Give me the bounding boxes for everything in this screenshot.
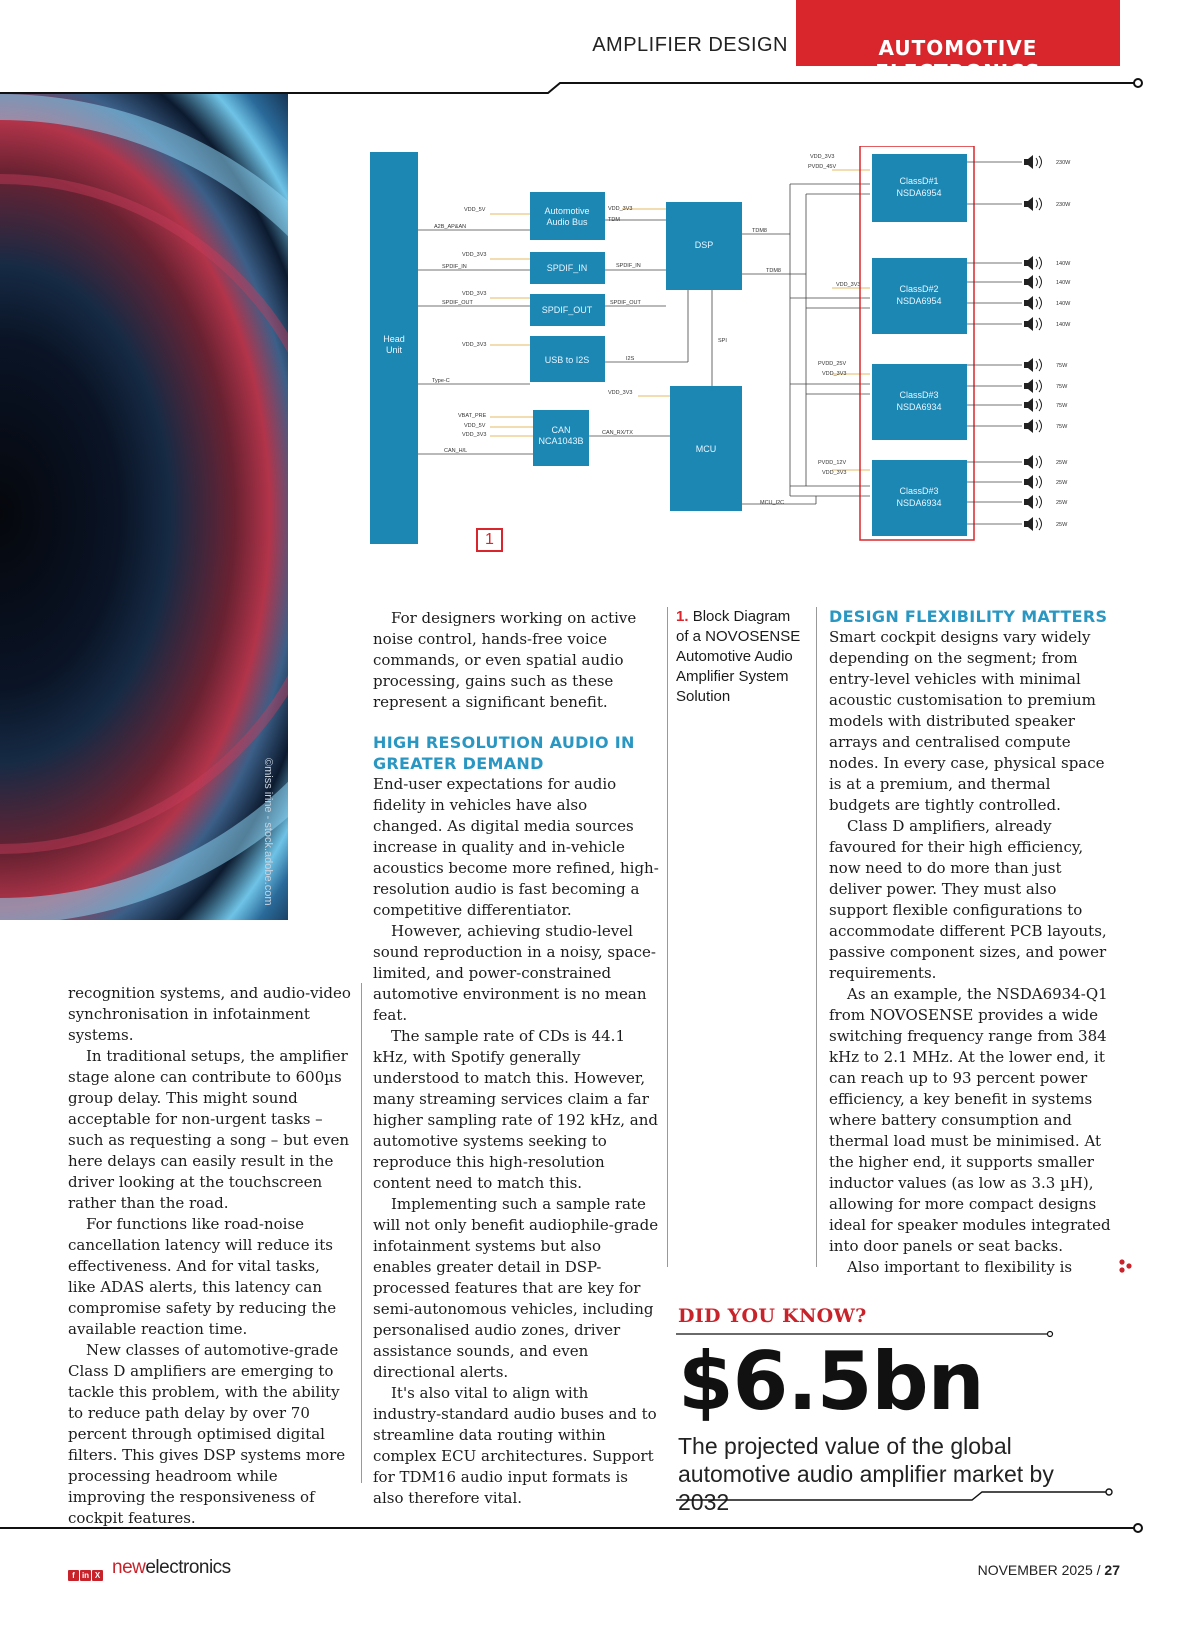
sig-canrxtx: CAN_RX/TX	[602, 430, 633, 436]
column-1	[68, 983, 351, 1529]
facebook-icon[interactable]: f	[68, 1570, 79, 1581]
speaker-watt-label: 75W	[1056, 363, 1068, 369]
sig-vdd3v3-c: VDD_3V3	[462, 342, 487, 348]
classd1-label-1: ClassD#1	[899, 176, 939, 186]
col1-paragraph: For functions like road-noise cancellation latency will reduce its effectiveness. And for vital tasks, like ADAS alerts, this latency can compromise safety by reducing the available reaction time.	[68, 1215, 337, 1338]
did-you-know-title: DID YOU KNOW?	[678, 1305, 867, 1327]
col4-paragraph: Smart cockpit designs vary widely depending on the segment; from entry-level vehicles with minimal acoustic customisation to premium models with distributed speaker arrays and centralised compute nodes. In every case, physical space is at a premium, and thermal budgets are tightly controlled.	[829, 628, 1105, 814]
sound-wave-icon	[1036, 399, 1042, 411]
column-divider	[667, 607, 668, 1267]
col2-paragraph: End-user expectations for audio fidelity in vehicles have also changed. As digital media sources increase in quality and in-vehicle acoustics become more refined, high-resolution audio is fast becoming a competitive differentiator.	[373, 775, 659, 919]
speaker-watt-label: 140W	[1056, 322, 1071, 328]
sig-a2b: A2B_AP&AN	[434, 224, 467, 230]
sig-vdd3v3-mcu: VDD_3V3	[608, 390, 633, 396]
audio-bus-label-1: Automotive	[544, 206, 590, 216]
sig-vdd3v3-can: VDD_3V3	[462, 432, 487, 438]
col4-heading: DESIGN FLEXIBILITY MATTERS	[829, 607, 1108, 626]
sig-vdd3v3-dsp: VDD_3V3	[608, 206, 633, 212]
speaker-watt-label: 75W	[1056, 384, 1068, 390]
sound-wave-icon	[1036, 297, 1042, 309]
col1-paragraph: New classes of automotive-grade Class D amplifiers are emerging to tackle this problem, with the ability to reduce path delay by over 70 percent through optimised digital filters. This gives DSP systems more processing headroom while improving the responsiveness of cockpit features.	[68, 1341, 346, 1527]
col4-paragraph: Class D amplifiers, already favoured for their high efficiency, now need to do more than just deliver power. They must also support flexible configurations to accommodate different PCB layouts, passive component sizes, and power requirements.	[829, 817, 1107, 982]
speaker-watt-label: 140W	[1056, 280, 1071, 286]
col2-paragraph: The sample rate of CDs is 44.1 kHz, with Spotify generally understood to match this. However, many streaming services claim a far higher sampling rate of 192 kHz, and automotive systems seeking to reproduce this high-resolution content need to match this.	[373, 1027, 658, 1192]
sig-pvdd12: PVDD_12V	[818, 460, 847, 466]
speaker-icon	[1024, 495, 1033, 509]
photo-credit: ©miss irine - stock.adobe.com	[262, 758, 274, 906]
sig-vdd3v3-cd4: VDD_3V3	[822, 470, 847, 476]
caption-text: Block Diagram of a NOVOSENSE Automotive Audio Amplifier System Solution	[676, 608, 801, 705]
issue-date: NOVEMBER 2025	[977, 1562, 1093, 1578]
col1-paragraph: In traditional setups, the amplifier stage alone can contribute to 600µs group delay. This might sound acceptable for non-urgent tasks – such as requesting a song – but even here delays can easily result in the driver looking at the touchscreen rather than the road.	[68, 1047, 350, 1212]
sound-wave-icon	[1036, 518, 1042, 530]
col2-paragraph: However, achieving studio-level sound reproduction in a noisy, space-limited, and power-constrained automotive environment is no mean feat.	[373, 922, 656, 1024]
classd2-label-2: NSDA6954	[896, 296, 942, 306]
speaker-watt-label: 230W	[1056, 202, 1071, 208]
col4-paragraph: As an example, the NSDA6934-Q1 from NOVOSENSE provides a wide switching frequency range from 384 kHz to 2.1 MHz. At the lower end, it can reach up to 93 percent power efficiency, a key benefit in systems where battery consumption and thermal load must be minimised. At the higher end, it supports smaller inductor values (as low as 3.3 µH), allowing for more compact designs ideal for speaker modules integrated into door panels or seat backs.	[829, 985, 1111, 1255]
sound-wave-icon	[1036, 456, 1042, 468]
did-you-know-description: The projected value of the global automotive audio amplifier market by 2032	[678, 1433, 1054, 1515]
sig-vdd3v3-cd2: VDD_3V3	[836, 282, 861, 288]
sig-vdd3v3-cd3: VDD_3V3	[822, 371, 847, 377]
speaker-icon	[1024, 475, 1033, 489]
sound-wave-icon	[1036, 276, 1042, 288]
sig-spdif-out-dsp: SPDIF_OUT	[610, 300, 641, 306]
linkedin-icon[interactable]: in	[81, 1571, 90, 1580]
speaker-icon	[1024, 197, 1033, 211]
figure-caption	[676, 607, 804, 707]
classd3b-label-1: ClassD#3	[899, 486, 939, 496]
sig-vdd3v3-cd1: VDD_3V3	[810, 154, 835, 160]
sig-vbat: VBAT_PRE	[458, 413, 487, 419]
sig-vdd3v3-b: VDD_3V3	[462, 291, 487, 297]
dsp-label: DSP	[694, 240, 714, 250]
mcu-label: MCU	[695, 444, 717, 454]
brand-suffix: electronics	[145, 1557, 231, 1578]
sound-wave-icon	[1036, 198, 1042, 210]
category-tag: AUTOMOTIVE ELECTRONICS	[796, 0, 1120, 66]
spdif-in-label: SPDIF_IN	[546, 263, 588, 273]
sig-spdif-in: SPDIF_IN	[442, 264, 467, 270]
speaker-icon	[1024, 398, 1033, 412]
speaker-watt-label: 140W	[1056, 301, 1071, 307]
column-divider	[361, 983, 362, 1483]
speaker-icon	[1024, 155, 1033, 169]
col1-paragraph: recognition systems, and audio-video synchronisation in infotainment systems.	[68, 984, 351, 1044]
col2-paragraph: Implementing such a sample rate will not only benefit audiophile-grade infotainment systems but also enables greater detail in DSP-processed features that are key for semi-autonomous vehicles, including personalised audio zones, driver assistance sounds, and even directional alerts.	[373, 1195, 659, 1381]
speaker-icon	[1024, 419, 1033, 433]
sig-mcu-i2c: MCU_I2C	[760, 500, 785, 506]
can-label-2: NCA1043B	[538, 436, 584, 446]
column-4	[829, 606, 1114, 1278]
head-unit-label-2: Unit	[385, 345, 403, 355]
sig-vdd3v3-a: VDD_3V3	[462, 252, 487, 258]
sound-wave-icon	[1036, 420, 1042, 432]
sig-tdm8-b: TDM8	[766, 268, 781, 274]
sound-wave-icon	[1036, 359, 1042, 371]
end-of-article-icon	[1118, 1258, 1134, 1274]
spdif-out-label: SPDIF_OUT	[541, 305, 593, 315]
column-divider	[816, 607, 817, 1267]
header-rule	[0, 78, 1200, 94]
issue-info	[900, 1562, 1120, 1578]
speaker-icon	[1024, 379, 1033, 393]
sig-i2s: I2S	[626, 356, 635, 362]
sig-spdif-out: SPDIF_OUT	[442, 300, 473, 306]
brand-prefix: new	[112, 1557, 146, 1578]
speaker-icon	[1024, 358, 1033, 372]
sound-wave-icon	[1036, 257, 1042, 269]
col4-paragraph: Also important to flexibility is	[847, 1258, 1073, 1276]
speaker-icon	[1024, 517, 1033, 531]
usb-i2s-label: USB to I2S	[544, 355, 590, 365]
sig-canhl: CAN_H/L	[444, 448, 468, 454]
speaker-watt-label: 25W	[1056, 460, 1068, 466]
sig-typec: Type-C	[432, 378, 450, 384]
page-number: 27	[1104, 1562, 1120, 1578]
sound-wave-icon	[1036, 496, 1042, 508]
speaker-watt-label: 230W	[1056, 160, 1071, 166]
sound-wave-icon	[1036, 380, 1042, 392]
classd3a-label-1: ClassD#3	[899, 390, 939, 400]
col2-intro: For designers working on active noise control, hands-free voice commands, or even spatial audio processing, gains such as these represent a significant benefit.	[373, 609, 637, 711]
speaker-icon	[1024, 256, 1033, 270]
column-2	[373, 608, 660, 1509]
classd3a-label-2: NSDA6934	[896, 402, 942, 412]
publication-brand	[112, 1557, 231, 1579]
sig-vdd5v-can: VDD_5V	[464, 423, 486, 429]
block-diagram	[370, 146, 1110, 566]
speaker-watt-label: 75W	[1056, 403, 1068, 409]
col2-heading: HIGH RESOLUTION AUDIO IN GREATER DEMAND	[373, 733, 635, 773]
classd3b-label-2: NSDA6934	[896, 498, 942, 508]
sig-spdif-in-dsp: SPDIF_IN	[616, 263, 641, 269]
figure-number: 1	[476, 528, 503, 552]
speaker-photo	[0, 94, 288, 920]
sound-wave-icon	[1036, 318, 1042, 330]
speaker-watt-label: 25W	[1056, 500, 1068, 506]
block-diagram-svg	[370, 146, 1110, 566]
audio-bus-block	[530, 192, 605, 240]
can-label-1: CAN	[551, 425, 571, 435]
issue-separator: /	[1096, 1562, 1101, 1578]
footer-rule	[0, 1522, 1200, 1534]
did-you-know-value: $6.5bn	[678, 1335, 984, 1428]
speaker-icon	[1024, 455, 1033, 469]
sig-vdd5v: VDD_5V	[464, 207, 486, 213]
sig-spi: SPI	[718, 338, 727, 344]
x-icon[interactable]: X	[92, 1570, 103, 1581]
sound-wave-icon	[1036, 476, 1042, 488]
sig-pvdd25: PVDD_25V	[818, 361, 847, 367]
sig-tdm8-a: TDM8	[752, 228, 767, 234]
speaker-watt-label: 25W	[1056, 480, 1068, 486]
speaker-icon	[1024, 296, 1033, 310]
dyk-bottom-rule	[676, 1488, 1116, 1502]
col2-paragraph: It's also vital to align with industry-standard audio buses and to streamline data routing within complex ECU architectures. Support for TDM16 audio input formats is also therefore vital.	[373, 1384, 657, 1507]
section-title: AMPLIFIER DESIGN	[592, 34, 788, 56]
social-icons	[68, 1563, 104, 1582]
speaker-watt-label: 140W	[1056, 261, 1071, 267]
audio-bus-label-2: Audio Bus	[546, 217, 588, 227]
classd2-label-1: ClassD#2	[899, 284, 939, 294]
sig-pvdd45: PVDD_45V	[808, 164, 837, 170]
sound-wave-icon	[1036, 156, 1042, 168]
speaker-icon	[1024, 275, 1033, 289]
speaker-watt-label: 25W	[1056, 522, 1068, 528]
speaker-outputs	[967, 155, 1071, 531]
sig-tdm: TDM	[608, 217, 620, 223]
classd1-label-2: NSDA6954	[896, 188, 942, 198]
caption-number: 1.	[676, 608, 689, 625]
speaker-icon	[1024, 317, 1033, 331]
speaker-watt-label: 75W	[1056, 424, 1068, 430]
head-unit-label-1: Head	[383, 334, 405, 344]
